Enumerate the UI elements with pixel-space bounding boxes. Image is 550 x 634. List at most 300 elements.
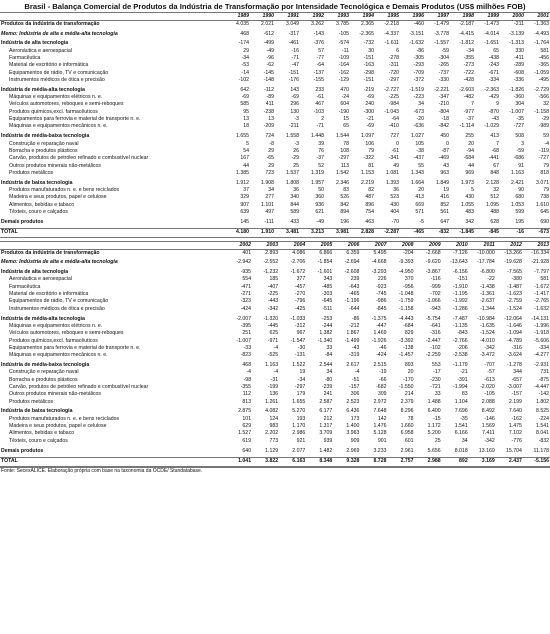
value-cell: -112 [264, 86, 274, 93]
value-cell: 3.213 [300, 229, 325, 237]
value-cell: 724 [265, 133, 274, 140]
value-cell: -707 [484, 361, 495, 368]
category-row [0, 219, 550, 226]
value-cell: 342 [465, 218, 474, 225]
row-label: Indústria de média-alta tecnologia [1, 315, 85, 322]
value-cell: -71 [316, 123, 324, 130]
value-cell: -424 [240, 305, 252, 312]
value-cell: 1.655 [292, 398, 306, 405]
value-cell: -804 [438, 108, 449, 115]
source-footnote: Fonte: SecexALICE. Elaboração própria com base na taxonomia da OCDE/ Standatabase. [0, 467, 550, 475]
year-header: 1994 [350, 13, 375, 21]
value-cell: 34 [418, 101, 424, 108]
total-row [0, 458, 550, 466]
value-cell: -7.487 [452, 315, 468, 322]
value-cell: 939 [323, 437, 333, 444]
value-cell: 1.527 [238, 430, 252, 437]
subcategory-row [0, 352, 550, 359]
value-cell: 892 [442, 458, 469, 466]
value-cell: -210 [438, 101, 449, 108]
value-cell: -330 [438, 76, 449, 83]
value-cell: 95 [243, 108, 249, 115]
value-cell: -38 [416, 147, 424, 154]
value-cell: -176 [288, 76, 299, 83]
value-cell: -77 [316, 54, 324, 61]
value-cell: 0 [396, 140, 399, 147]
value-cell: 2.988 [415, 458, 442, 466]
value-cell: 7.411 [482, 430, 495, 437]
value-cell: 1.400 [346, 423, 360, 430]
value-cell: -428 [463, 76, 474, 83]
value-cell: -4.014 [484, 30, 499, 37]
value-cell: 2.972 [373, 398, 387, 405]
value-cell: 136 [269, 391, 279, 398]
row-label: Equipamentos de rádio, TV e comunicação [9, 69, 109, 76]
value-cell: -1.158 [398, 305, 414, 312]
value-cell: -1.007 [236, 337, 252, 344]
value-cell: -935 [240, 269, 252, 276]
value-cell: -4.447 [534, 384, 549, 391]
value-cell: 2.365 [361, 20, 374, 27]
subcategory-row [0, 187, 550, 194]
subcategory-row [0, 306, 550, 313]
year-header: 1992 [300, 13, 325, 21]
value-cell: -2.668 [425, 249, 441, 256]
value-cell: 829 [404, 330, 414, 337]
value-cell: 581 [540, 276, 549, 283]
value-cell: -138 [403, 344, 414, 351]
value-cell: 893 [404, 361, 414, 368]
value-cell: -293 [413, 62, 424, 69]
value-cell: -29 [541, 116, 549, 123]
value-cell: -657 [511, 376, 522, 383]
subcategory-row [0, 298, 550, 305]
subcategory-row [0, 330, 550, 337]
value-cell: 1.129 [265, 447, 279, 454]
value-cell: -1.135 [452, 322, 468, 329]
year-header: 2002 [225, 241, 252, 249]
year-header: 1995 [375, 13, 400, 21]
value-cell: 1.170 [292, 423, 306, 430]
value-cell: -445 [267, 322, 279, 329]
value-cell: 1.081 [386, 169, 399, 176]
value-cell: -2.187 [459, 20, 474, 27]
row-label: TOTAL [0, 229, 225, 237]
row-label: Produtos manufaturados n. e. e bens reciclados [9, 186, 120, 193]
value-cell: 241 [323, 391, 333, 398]
value-cell: -495 [538, 76, 549, 83]
value-cell: -84 [324, 352, 333, 359]
value-cell: 8.348 [306, 458, 333, 466]
value-cell: 416 [440, 194, 449, 201]
value-cell: -12.064 [504, 315, 522, 322]
value-cell: -1.048 [398, 291, 414, 298]
value-cell: -989 [538, 123, 549, 130]
value-cell: 625 [269, 330, 279, 337]
value-cell: -223 [413, 94, 424, 101]
value-cell: -64 [391, 116, 399, 123]
category-row [0, 362, 550, 369]
value-cell: 2.523 [346, 398, 360, 405]
value-cell: 304 [515, 101, 524, 108]
value-cell: 1.867 [346, 330, 360, 337]
value-cell: 239 [350, 276, 360, 283]
value-cell: -465 [349, 291, 360, 298]
value-cell: -145 [263, 69, 274, 76]
value-cell: 4.180 [225, 229, 250, 237]
value-cell: 8.018 [454, 447, 468, 454]
value-cell: 470 [340, 86, 349, 93]
value-cell: 39 [318, 140, 324, 147]
value-cell: -59 [441, 47, 449, 54]
value-cell: -3 [294, 116, 299, 123]
value-cell: -21 [460, 369, 468, 376]
value-cell: 330 [515, 47, 524, 54]
subcategory-row [0, 291, 550, 298]
value-cell: -209 [263, 123, 274, 130]
value-cell: -69 [291, 94, 299, 101]
value-cell: 81 [368, 162, 374, 169]
value-cell: 3.981 [325, 229, 350, 237]
value-cell: 25 [434, 437, 441, 444]
value-cell: 18 [243, 123, 249, 130]
value-cell: -7.565 [507, 269, 522, 276]
value-cell: -62 [266, 62, 274, 69]
row-label: Máquinas e equipamentos elétricos n. e. [9, 94, 103, 101]
value-cell: 1.541 [536, 423, 549, 430]
row-label: Têxteis, couro e calçados [9, 437, 68, 444]
value-cell: 185 [269, 276, 279, 283]
value-cell: -5 [419, 218, 424, 225]
subcategory-row [0, 101, 550, 108]
value-cell: -441 [488, 155, 499, 162]
year-header: 1998 [450, 13, 475, 21]
value-cell: -1.094 [507, 330, 522, 337]
year-header: 1990 [250, 13, 275, 21]
value-cell: -300 [363, 108, 374, 115]
row-label: Aeronáutica e aeroespacial [9, 276, 72, 283]
value-cell: -3 [294, 140, 299, 147]
value-cell: -20 [416, 116, 424, 123]
value-cell: 727 [390, 133, 399, 140]
value-cell: -4.277 [534, 352, 549, 359]
value-cell: -1.179 [452, 361, 468, 368]
value-cell: -80 [324, 376, 333, 383]
value-cell: -19.628 [504, 259, 522, 266]
value-cell: -170 [403, 376, 414, 383]
value-cell: 669 [415, 201, 424, 208]
value-cell: 173 [350, 415, 360, 422]
value-cell: -1.361 [480, 291, 495, 298]
value-cell: 277 [265, 194, 274, 201]
subcategory-row [0, 209, 550, 216]
subcategory-row [0, 416, 550, 423]
value-cell: -1.845 [450, 229, 475, 237]
header-label-cell [0, 241, 225, 249]
value-cell: 44 [243, 162, 249, 169]
row-label: Indústria de baixa tecnologia [1, 408, 73, 415]
value-cell: 813 [242, 398, 252, 405]
value-cell: -460 [413, 20, 424, 27]
value-cell: -211 [514, 20, 524, 27]
value-cell: -1.651 [484, 40, 499, 47]
subcategory-row [0, 170, 550, 177]
value-cell: -316 [511, 344, 522, 351]
value-cell: 844 [290, 201, 299, 208]
value-cell: -334 [538, 344, 549, 351]
value-cell: 3.262 [311, 20, 324, 27]
value-cell: -34 [466, 47, 474, 54]
value-cell: 3.822 [252, 458, 279, 466]
value-cell: 1.027 [411, 133, 424, 140]
year-header: 2007 [360, 241, 387, 249]
value-cell: -9.620 [425, 259, 441, 266]
value-cell: -37 [316, 155, 324, 162]
value-cell: 214 [404, 391, 414, 398]
value-cell: 82 [368, 186, 374, 193]
value-cell: -1.672 [290, 269, 306, 276]
value-cell: 34 [268, 186, 274, 193]
value-cell: -34 [241, 54, 249, 61]
table-body [0, 249, 550, 466]
subcategory-row [0, 155, 550, 162]
value-cell: 33 [326, 344, 333, 351]
value-cell: 1.849 [436, 179, 449, 186]
value-cell: -1.195 [452, 291, 468, 298]
year-header-row [0, 241, 550, 249]
value-cell: 9 [496, 101, 499, 108]
category-row [0, 448, 550, 455]
value-cell: -278 [388, 54, 399, 61]
value-cell: -1.417 [534, 291, 549, 298]
value-cell: 1.542 [336, 169, 349, 176]
value-cell: -3.007 [507, 384, 522, 391]
value-cell: -164 [338, 62, 349, 69]
value-cell: -59 [516, 147, 524, 154]
row-label: Produtos químicos,excl. farmacêuticos [9, 108, 98, 115]
value-cell: -1.278 [507, 361, 522, 368]
value-cell: -608 [513, 69, 524, 76]
value-cell: 36 [293, 186, 299, 193]
value-cell: 450 [440, 133, 449, 140]
value-cell: 1.448 [311, 133, 324, 140]
value-cell: -644 [349, 305, 360, 312]
category-row [0, 180, 550, 187]
value-cell: -211 [289, 123, 299, 130]
value-cell: -429 [488, 94, 499, 101]
value-cell: 413 [415, 194, 424, 201]
value-cell: -1.812 [459, 40, 474, 47]
value-cell: 2.421 [511, 179, 524, 186]
value-cell: -18 [441, 116, 449, 123]
value-cell: 6.400 [427, 408, 441, 415]
value-cell: 212 [323, 415, 333, 422]
value-cell: 621 [315, 209, 324, 215]
value-cell: -3.867 [425, 269, 441, 276]
value-cell: -146 [484, 415, 495, 422]
value-cell: 101 [242, 415, 252, 422]
value-cell: 5.128 [373, 430, 387, 437]
value-cell: -49 [316, 218, 324, 225]
value-cell: 411 [265, 101, 274, 108]
row-label: Alimentos, bebidas e tabaco [9, 201, 75, 208]
value-cell: -16 [291, 47, 299, 54]
value-cell: -69 [241, 94, 249, 101]
value-cell: 571 [415, 209, 424, 215]
row-label: Memo: Indústria de alta e média-alta tecnologia [1, 259, 118, 266]
value-cell: -13.643 [450, 259, 468, 266]
value-cell: -3.293 [371, 269, 387, 276]
value-cell: 36 [393, 186, 399, 193]
value-cell: -845 [376, 305, 387, 312]
value-cell: 2.199 [508, 398, 522, 405]
value-cell: 901 [377, 437, 387, 444]
row-label: Material de escritório e informática [9, 62, 89, 69]
value-cell: 145 [240, 218, 249, 225]
value-cell: 6.359 [346, 249, 360, 256]
value-cell: -17 [433, 369, 441, 376]
value-cell: -224 [538, 415, 549, 422]
value-cell: 1.163 [265, 361, 279, 368]
value-cell: -411 [514, 54, 524, 61]
value-cell: -305 [413, 54, 424, 61]
value-cell: 8.492 [481, 408, 495, 415]
value-cell: -105 [484, 391, 495, 398]
value-cell: 413 [490, 133, 499, 140]
value-cell: -68 [491, 147, 499, 154]
value-cell: -2.447 [425, 337, 441, 344]
value-cell: 343 [323, 276, 333, 283]
row-label: Indústria de baixa tecnologia [1, 179, 73, 186]
value-cell: -645 [321, 298, 333, 305]
value-cell: 1.104 [454, 398, 468, 405]
value-cell: -9.393 [398, 259, 414, 266]
value-cell: 54 [243, 147, 249, 154]
value-cell: 619 [242, 437, 252, 444]
year-header: 2003 [252, 241, 279, 249]
subcategory-row [0, 62, 550, 69]
value-cell: 468 [240, 30, 249, 37]
value-cell: 430 [465, 194, 474, 201]
subcategory-row [0, 70, 550, 77]
year-header: 1997 [425, 13, 450, 21]
value-cell: -2.552 [263, 259, 279, 266]
value-cell: -702 [430, 291, 441, 298]
value-cell: 1.910 [250, 229, 275, 237]
value-cell: -745 [376, 291, 387, 298]
value-cell: -641 [430, 322, 441, 329]
value-cell: -69 [366, 123, 374, 130]
value-cell: -61 [316, 94, 324, 101]
value-cell: 1.469 [373, 330, 387, 337]
value-cell: 7.696 [454, 408, 468, 415]
value-cell: 306 [350, 391, 360, 398]
value-cell: 1.912 [236, 179, 249, 186]
row-label: Demais produtos [1, 218, 44, 225]
value-cell: 5.270 [292, 408, 306, 415]
value-cell: -162 [511, 415, 522, 422]
value-cell: -566 [538, 94, 549, 101]
row-label: Aeronáutica e aeroespacial [9, 47, 72, 54]
page-title: Brasil - Balança Comercial de Produtos da Indústria de Transformação por Intensidade Tecnológica e Demais Produtos (US$ milhões FOB) [24, 2, 526, 11]
value-cell: 79 [543, 162, 549, 169]
value-cell: -722 [463, 69, 474, 76]
value-cell: -3.151 [409, 30, 424, 37]
year-header: 2009 [415, 241, 442, 249]
value-cell: 6.436 [346, 408, 360, 415]
value-cell: -457 [294, 283, 306, 290]
value-cell: -14 [241, 69, 249, 76]
value-cell: 83 [461, 391, 468, 398]
value-cell: -1.646 [507, 322, 522, 329]
value-cell: 647 [440, 218, 449, 225]
value-cell: -1.232 [263, 269, 279, 276]
value-cell: 3.071 [536, 179, 549, 186]
value-cell: 2.437 [496, 458, 523, 466]
value-cell: -24 [341, 94, 349, 101]
value-cell: -511 [322, 305, 333, 312]
value-cell: -461 [288, 40, 299, 47]
value-cell: 32 [493, 186, 499, 193]
value-cell: 508 [515, 133, 524, 140]
year-header: 2012 [496, 241, 523, 249]
value-cell: 26 [293, 147, 299, 154]
value-cell: -984 [388, 101, 399, 108]
value-cell: -19 [378, 369, 387, 376]
value-cell: 483 [465, 209, 474, 215]
value-cell: -98 [243, 376, 252, 383]
value-cell: -1.066 [425, 298, 441, 305]
header-label-cell [0, 13, 225, 21]
value-cell: 526 [340, 194, 349, 201]
value-cell: -613 [484, 376, 495, 383]
value-cell: 106 [365, 140, 374, 147]
value-cell: -5.606 [534, 337, 549, 344]
value-cell: -51 [351, 376, 360, 383]
row-label: Produtos metálicos [9, 169, 54, 176]
value-cell: -1.854 [317, 259, 333, 266]
value-cell: 1.569 [481, 423, 495, 430]
category-row [0, 133, 550, 140]
value-cell: -190 [338, 108, 349, 115]
value-cell: -721 [430, 384, 441, 391]
value-cell: 430 [390, 201, 399, 208]
subcategory-row [0, 123, 550, 130]
value-cell: -1.114 [459, 123, 474, 130]
value-cell: 0 [446, 140, 449, 147]
row-label: Carvão, produtos de petróleo refinado e combustível nuclear [9, 384, 149, 391]
value-cell: 7 [471, 101, 474, 108]
subcategory-row [0, 194, 550, 201]
value-cell: 1.153 [361, 169, 374, 176]
category-row [0, 259, 550, 266]
value-cell: 37 [243, 186, 249, 193]
value-cell: 8.041 [536, 430, 549, 437]
trade-table-1989-2001 [0, 12, 550, 238]
value-cell: -162 [338, 69, 349, 76]
value-cell: -1.473 [484, 20, 499, 27]
value-cell: 554 [242, 276, 252, 283]
value-cell: 3 [521, 140, 524, 147]
value-cell: 1.041 [225, 458, 252, 466]
value-cell: 1.095 [486, 201, 499, 208]
value-cell: -1.344 [480, 305, 495, 312]
value-cell: 6.177 [319, 408, 333, 415]
value-cell: 360 [315, 194, 324, 201]
row-label: Instrumentos médicos de ótica e precisão [9, 76, 105, 83]
value-cell: 6 [396, 47, 399, 54]
value-cell: 233 [315, 86, 324, 93]
